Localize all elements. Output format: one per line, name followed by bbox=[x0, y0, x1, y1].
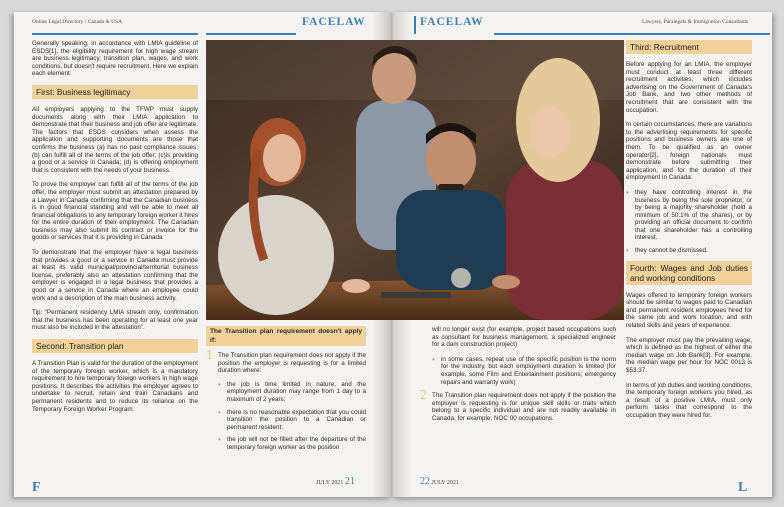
paragraph: To prove the employer can fulfill all of the terms of the job offer, the employer must submit an attestation prepared by a Lawyer in Canada confirming that the Canadian business is in good financial standing and will be able to meet all financial obligations to any temporary foreign worker it hires for the entire duration of their employment. The Canadian business may also submit its contract or invoice for the goods or services that it is providing in Canada bbox=[32, 181, 198, 242]
paragraph: Before applying for an LMIA, the employer must conduct at least three different recruitment activities, which includes advertising on the Government of Canada's Job Bank, and two other methods of recruitment that are consistent with the occupation. bbox=[626, 61, 752, 114]
footer-month: JULY bbox=[316, 480, 330, 486]
list-item-text: they cannot be dismissed. bbox=[635, 247, 708, 255]
list-item bbox=[218, 409, 366, 432]
item-number: 1 bbox=[206, 348, 213, 363]
list-item-text: they have controlling interest in the business by being the sole proprietor, or by being a majority shareholder (hold a minimum of 50.1% of the shares), or by providing an official document to confirm that one shareholder has a controlling interest. bbox=[635, 188, 752, 242]
list-item-text: the job will not be filled after the departure of the temporary foreign worker as the position bbox=[227, 436, 366, 451]
section-heading-recruitment: Third: Recruitment bbox=[626, 40, 752, 54]
bullet-icon: • bbox=[218, 407, 221, 417]
directory-label: Online Legal Directory / Canada & USA bbox=[32, 19, 123, 25]
facelaw-logo-right bbox=[738, 480, 745, 496]
left-footer bbox=[316, 476, 355, 487]
transition-box bbox=[206, 326, 366, 458]
paragraph: In terms of job duties and working conditions, the temporary foreign workers you hired, as a result of a positive LMIA, must only perform tasks that correspond to the occupation they were hired for. bbox=[626, 381, 753, 419]
facelaw-logo-left bbox=[32, 480, 39, 496]
paragraph: All employers applying to the TFWP must supply documents along with their LMIA application to demonstrate that their business and job offer are legitimate. The factors that ESDS considers when assess the application and supporting documents are those that confirms the business (a) has no past compliance issues; (b) can fulfill all of the terms of the job offer; (c)is providing a good or a service in Canada; (d) is offering employment that is consistent with the needs of your business. bbox=[32, 105, 198, 174]
list-item bbox=[626, 247, 752, 255]
team-photo bbox=[206, 40, 624, 320]
list-item-text: in some cases, repeat use of the specific position is the norm for the industry, but each employment duration is limited (for example, some Film and Entertainment positions; emergency repairs and warranty work) bbox=[441, 355, 616, 386]
item-text: The Transition plan requirement does not apply if the position the employer is requesting is for a limited duration where: bbox=[218, 352, 366, 375]
brand-left: FACELAW bbox=[302, 16, 366, 28]
list-item bbox=[626, 189, 752, 242]
header-rule bbox=[206, 33, 296, 35]
paragraph: In certain circumstances, there are variations to the advertising requirements for specific positions and business owners are one of them. To be qualified as an owner operator[2], foreign nationals must demonstrate before submitting their application, and for the duration of their employment in Canada: bbox=[626, 121, 752, 182]
left-column bbox=[32, 40, 198, 420]
bullet-icon: • bbox=[432, 354, 435, 364]
item-text: The Transition plan requirement does not apply if the position the employer is requesting is for unique skill skills or traits which belong to a specific individual and are not readily available in Canada, for example, NOC 00 occupations. bbox=[432, 392, 616, 422]
section-heading-wages: Fourth: Wages and Job duties and working conditions bbox=[626, 261, 752, 285]
right-footer bbox=[420, 476, 459, 487]
paragraph: A Transition Plan is valid for the duration of the employment of the temporary foreign worker, which is a mandatory requirement to hire temporary foreign workers in high wage positions. It describes the activities the employer agrees to undertake to recruit, retain and train Canadians and permanent residents and to reduce its reliance on the Temporary Foreign Worker Program. bbox=[32, 360, 198, 413]
bullet-icon: • bbox=[626, 246, 629, 256]
intro-paragraph: Generally speaking, in accordance with LMIA guideline of ESDS[1], the eligibility requirement for high wage stream are business legitimacy, transition plan, wages, and work conditions, but doesn't require recruitment. Here we explain each element: bbox=[32, 40, 198, 78]
bullet-icon: • bbox=[218, 379, 221, 389]
page-number-left: 21 bbox=[344, 476, 355, 487]
left-header bbox=[32, 14, 392, 36]
right-header bbox=[414, 14, 770, 36]
paragraph: To demonstrate that the employer have a legal business that provides a good or a service in Canada must provide at least its valid municipal/provincial/territorial business license, preferably also an attestation confirming that the employer is engaged in a legal business that provides a good or a service in Canada where an employee could work and a description of the main business activity. bbox=[32, 249, 198, 302]
paragraph: The employer must pay the prevailing wage, which is defined as the highest of either the median wage on Job Bank[3]. For example, the median wage per hour for NOC 0013 is $53.37. bbox=[626, 336, 752, 374]
brand-right: FACELAW bbox=[420, 16, 484, 28]
bullet-list bbox=[206, 381, 366, 452]
page-number-right: 22 bbox=[420, 476, 430, 487]
list-item bbox=[432, 356, 616, 386]
header-rule bbox=[32, 33, 198, 35]
list-item bbox=[218, 381, 366, 404]
logo-letter: L bbox=[738, 480, 746, 495]
paragraph: Wages offered to temporary foreign workers should be similar to wages paid to Canadian and permanent resident employees hired for the same job and work location, and with related skills and years of experience. bbox=[626, 291, 752, 330]
tagline: Lawyers, Paralegals & Immigration Consultants bbox=[642, 19, 749, 25]
right-column bbox=[626, 40, 752, 427]
section-heading-business-legitimacy: First: Business legitimacy bbox=[32, 85, 198, 99]
bullet-icon: • bbox=[626, 187, 629, 197]
bullet-list bbox=[626, 189, 752, 255]
bullet-icon: • bbox=[218, 435, 221, 445]
transition-box-title: The Transition plan requirement doesn't apply if: bbox=[206, 326, 366, 346]
paragraph: will no longer exist (for example, project based occupations such as consultant for business management, a specialized engineer for a dam construction project) bbox=[432, 326, 616, 349]
list-item bbox=[218, 436, 366, 451]
transition-box-continued bbox=[420, 326, 616, 429]
tip-paragraph: Tip: “Permanent residency LMIA stream only, confirmation that the business has been operating for at least one year must also be included in the attestation”. bbox=[32, 309, 198, 332]
header-rule bbox=[494, 33, 770, 35]
item-number: 2 bbox=[420, 388, 427, 404]
footer-month: JULY bbox=[431, 480, 446, 486]
numbered-item bbox=[206, 348, 366, 375]
section-heading-transition-plan: Second: Transition plan bbox=[32, 339, 198, 353]
logo-letter: F bbox=[32, 480, 39, 495]
numbered-item bbox=[420, 388, 616, 422]
team-photo-illustration bbox=[206, 40, 624, 320]
list-item-text: the job is time limited in nature, and the employment duration may range from 1 day to a maximum of 2 years; bbox=[227, 380, 366, 403]
list-item-text: there is no reasonable expectation that you could transition the position to a Canadian or permanent resident; bbox=[227, 408, 366, 431]
bullet-list bbox=[420, 356, 616, 386]
footer-year: 2021 bbox=[331, 480, 344, 486]
header-rule bbox=[414, 16, 416, 34]
footer-year: 2021 bbox=[446, 480, 459, 486]
